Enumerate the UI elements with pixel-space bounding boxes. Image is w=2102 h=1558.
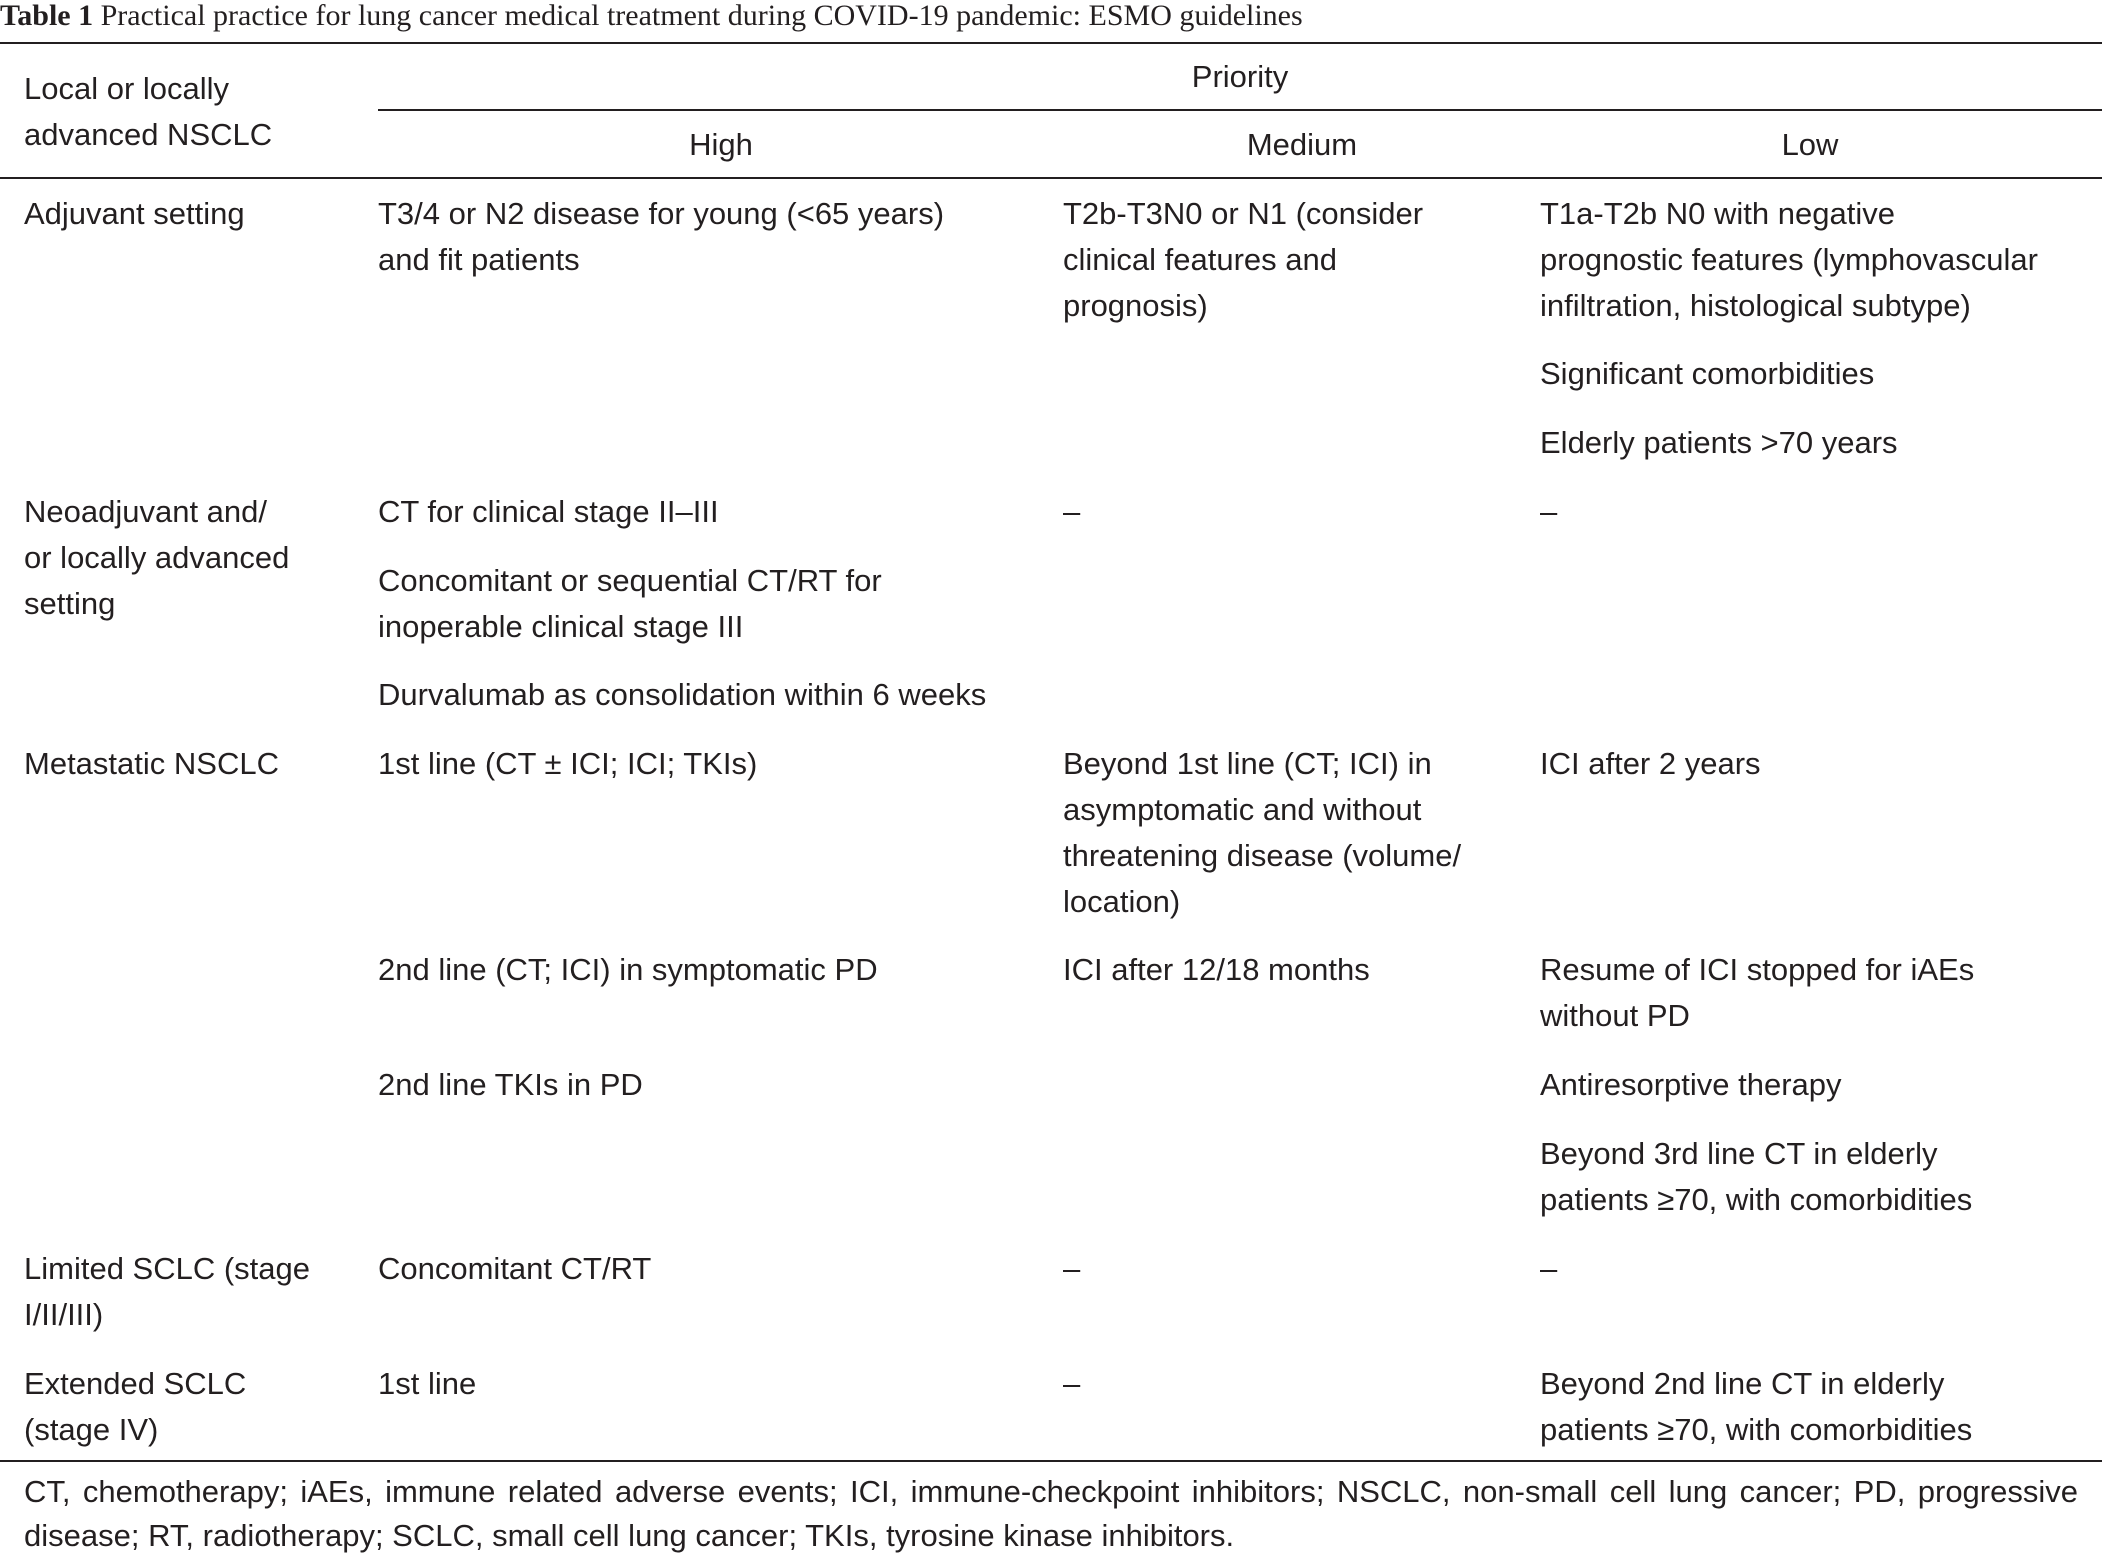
cell-neoadjuvant-high-3: Durvalumab as consolidation within 6 weeks bbox=[378, 677, 987, 712]
row-label-adjuvant: Adjuvant setting bbox=[24, 196, 245, 231]
cell-metastatic-low-1: ICI after 2 years bbox=[1540, 746, 1761, 781]
cell-neoadjuvant-medium: – bbox=[1063, 494, 1081, 529]
table-title: Practical practice for lung cancer medical treatment during COVID-19 pandemic: ESMO guidelines bbox=[100, 0, 1303, 32]
cell-metastatic-high-2: 2nd line (CT; ICI) in symptomatic PD bbox=[378, 952, 878, 987]
column-header-medium: Medium bbox=[1246, 127, 1358, 162]
cell-adjuvant-low-2: Significant comorbidities bbox=[1540, 356, 1875, 391]
cell-extended-sclc-medium: – bbox=[1063, 1366, 1081, 1401]
cell-extended-sclc-high: 1st line bbox=[378, 1366, 477, 1401]
cell-metastatic-low-3: Antiresorptive therapy bbox=[1540, 1067, 1842, 1102]
table-footnote: CT, chemotherapy; iAEs, immune related adverse events; ICI, immune-checkpoint inhibitors; NSCLC, non-small cell lung cancer; PD, progressive disease; RT, radiotherapy; SCLC, small cell lung cancer; TKIs, tyrosine kinase inhibitors. bbox=[24, 1474, 2078, 1553]
cell-limited-sclc-high: Concomitant CT/RT bbox=[378, 1251, 652, 1286]
cell-metastatic-low-4: Beyond 3rd line CT in elderly patients ≥70, with comorbidities bbox=[1540, 1136, 1973, 1217]
cell-metastatic-high-1: 1st line (CT ± ICI; ICI; TKIs) bbox=[378, 746, 758, 781]
bottom-rule bbox=[0, 1460, 2102, 1462]
header-rule bbox=[0, 177, 2102, 179]
row-label-extended-sclc: Extended SCLC (stage IV) bbox=[24, 1366, 247, 1447]
cell-neoadjuvant-high-2: Concomitant or sequential CT/RT for inoperable clinical stage III bbox=[378, 563, 882, 644]
cell-adjuvant-high: T3/4 or N2 disease for young (<65 years) and fit patients bbox=[378, 196, 945, 277]
cell-neoadjuvant-high-1: CT for clinical stage II–III bbox=[378, 494, 719, 529]
cell-adjuvant-low-1: T1a-T2b N0 with negative prognostic features (lymphovascular infiltration, histological subtype) bbox=[1540, 196, 2038, 323]
top-rule bbox=[0, 42, 2102, 44]
cell-neoadjuvant-low: – bbox=[1540, 494, 1558, 529]
column-header-high: High bbox=[689, 127, 753, 162]
cell-metastatic-low-2: Resume of ICI stopped for iAEs without PD bbox=[1540, 952, 1975, 1033]
priority-header: Priority bbox=[1191, 59, 1289, 94]
cell-metastatic-high-3: 2nd line TKIs in PD bbox=[378, 1067, 643, 1102]
row-label-header: Local or locally advanced NSCLC bbox=[24, 71, 273, 152]
cell-adjuvant-medium: T2b-T3N0 or N1 (consider clinical features and prognosis) bbox=[1063, 196, 1424, 323]
table-number: Table 1 bbox=[0, 0, 94, 32]
cell-metastatic-medium-2: ICI after 12/18 months bbox=[1063, 952, 1370, 987]
priority-rule bbox=[378, 109, 2102, 111]
column-header-low: Low bbox=[1781, 127, 1839, 162]
cell-metastatic-medium-1: Beyond 1st line (CT; ICI) in asymptomatic and without threatening disease (volume/ location) bbox=[1063, 746, 1462, 919]
table-caption bbox=[0, 0, 2102, 34]
row-label-metastatic: Metastatic NSCLC bbox=[24, 746, 279, 781]
cell-limited-sclc-low: – bbox=[1540, 1251, 1558, 1286]
cell-limited-sclc-medium: – bbox=[1063, 1251, 1081, 1286]
row-label-neoadjuvant: Neoadjuvant and/ or locally advanced setting bbox=[24, 494, 290, 621]
row-label-limited-sclc: Limited SCLC (stage I/II/III) bbox=[24, 1251, 311, 1332]
cell-adjuvant-low-3: Elderly patients >70 years bbox=[1540, 425, 1898, 460]
cell-extended-sclc-low: Beyond 2nd line CT in elderly patients ≥70, with comorbidities bbox=[1540, 1366, 1973, 1447]
